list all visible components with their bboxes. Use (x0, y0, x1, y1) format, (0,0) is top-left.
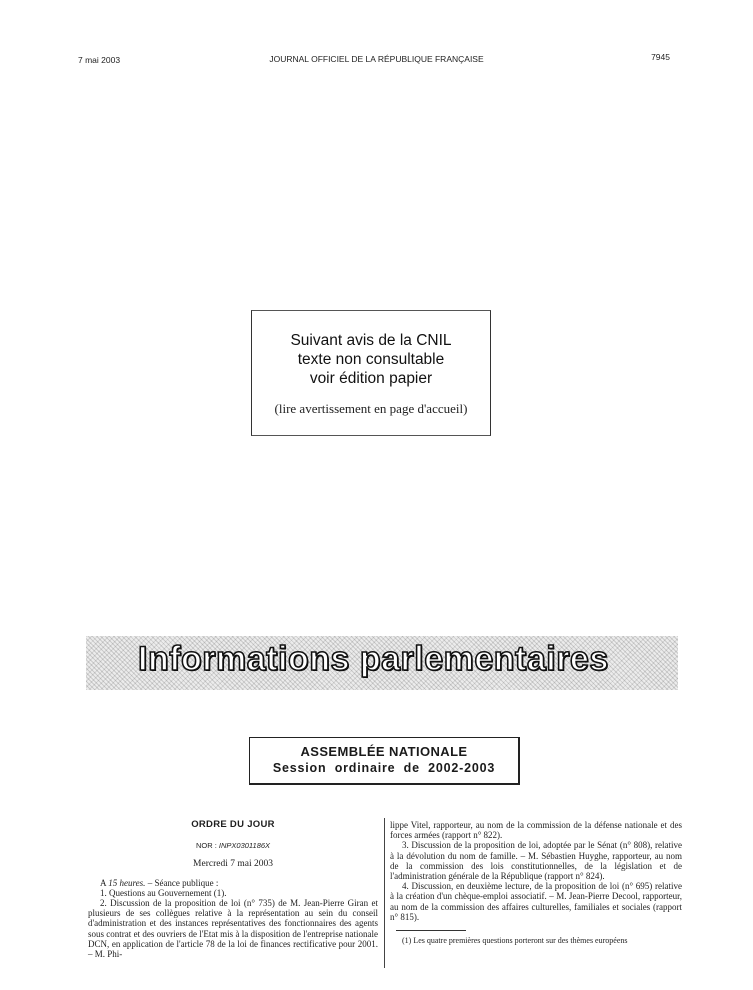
agenda-item-2: 2. Discussion de la proposition de loi (n° 735) de M. Jean-Pierre Giran et plusieurs de ses collègues relative à la représentation au sein du conseil d'administration et des instances représentatives des fonctionnaires des agents sous contrat et des ouvriers de l'Etat mis à la disposition de l'entreprise nationale DCN, en application de l'article 78 de la loi de finances rectificative pour 2001. – M. Phi- (88, 898, 378, 960)
assembly-title: ASSEMBLÉE NATIONALE (300, 744, 468, 759)
cnil-notice-line3: voir édition papier (309, 370, 433, 387)
text-column-right (390, 820, 682, 946)
header-journal-title: JOURNAL OFFICIEL DE LA RÉPUBLIQUE FRANÇAISE (269, 54, 484, 64)
nor-label: NOR : (195, 841, 217, 851)
section-banner-title: Informations parlementaires (138, 640, 609, 678)
agenda-item-3: 3. Discussion de la proposition de loi, adoptée par le Sénat (n° 808), relative à la dévolution du nom de famille. – M. Sébastien Huyghe, rapporteur, au nom de la commission des lois constitutionnelles, de la législation et de l'administration générale de la République (rapport n° 824). (390, 840, 682, 882)
assembly-session: Session ordinaire de 2002-2003 (272, 761, 496, 775)
text-column-left (88, 820, 378, 959)
cnil-notice-line2: texte non consultable (297, 351, 445, 368)
column-divider (384, 818, 385, 968)
assembly-header-box (249, 737, 520, 785)
header-date: 7 mai 2003 (78, 55, 121, 65)
ordre-du-jour-heading: ORDRE DU JOUR (191, 819, 275, 830)
session-time-value: 15 heures. (108, 877, 146, 888)
cnil-notice-box (251, 310, 491, 436)
session-time (88, 878, 378, 888)
session-time-prefix: A (100, 877, 107, 888)
session-time-suffix: – Séance publique : (147, 877, 219, 888)
nor-reference (88, 841, 378, 851)
agenda-item-1: 1. Questions au Gouvernement (1). (100, 887, 227, 898)
footnote: (1) Les quatre premières questions porteront sur des thèmes européens (402, 936, 628, 946)
nor-code: INPX0301186X (218, 841, 271, 851)
agenda-item-4: 4. Discussion, en deuxième lecture, de la proposition de loi (n° 695) relative à la création d'un chèque-emploi associatif. – M. Jean-Pierre Decool, rapporteur, au nom de la commission des affaires culturelles, familiales et sociales (rapport n° 815). (390, 881, 682, 922)
cnil-notice-note: (lire avertissement en page d'accueil) (274, 401, 468, 416)
header-page-number: 7945 (651, 52, 670, 62)
cnil-notice-line1: Suivant avis de la CNIL (290, 332, 452, 349)
agenda-item-2-continued: lippe Vitel, rapporteur, au nom de la commission de la défense nationale et des forces armées (rapport n° 822). (390, 820, 682, 841)
session-date: Mercredi 7 mai 2003 (193, 859, 273, 870)
footnote-rule (396, 930, 466, 931)
